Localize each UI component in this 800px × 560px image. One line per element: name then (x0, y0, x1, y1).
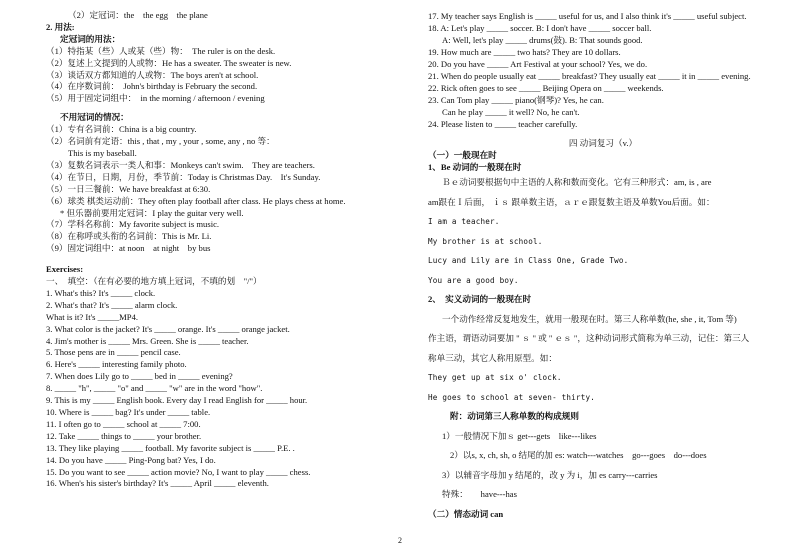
right-line: （一）一般现在时 (428, 150, 497, 160)
right-line: Can he play _____ it well? No, he can't. (442, 107, 580, 117)
left-line: 16. When's his sister's birthday? It's _____ April _____ eleventh. (46, 478, 269, 489)
left-line: （5）一日三餐前：We have breakfast at 6:30. (46, 183, 211, 194)
right-line: 22. Rick often goes to see _____ Beijing Opera on _____ weekends. (428, 83, 664, 93)
right-line: They get up at six o' clock. (428, 373, 562, 382)
left-line: （1）专有名词前：China is a big country. (46, 124, 197, 135)
right-line: You are a good boy. (428, 275, 519, 285)
right-line: He goes to school at seven- thirty. (428, 392, 596, 402)
right-line: 24. Please listen to _____ teacher carefully. (428, 119, 578, 129)
right-line: 附：动词第三人称单数的构成规则 (450, 411, 579, 421)
right-line: 3）以辅音字母加 y 结尾的，改 y 为 i，加 es carry---carries (442, 469, 658, 480)
left-line: 7. When does Lily go to _____ bed in _____ evening? (46, 371, 233, 382)
left-line: （5）用于固定词组中： in the morning / afternoon / evening (46, 93, 265, 104)
left-line: 不用冠词的情况： (60, 112, 129, 123)
right-line: Lucy and Lily are in Class One, Grade Two. (428, 256, 629, 265)
right-line: I am a teacher. (428, 217, 500, 226)
right-line: 称单三动，其它人称用原型。如： (428, 352, 557, 363)
right-line: 17. My teacher says English is _____ useful for us, and I also think it's _____ useful subject. (428, 11, 747, 21)
left-line: 5. Those pens are in _____ pencil case. (46, 347, 181, 358)
left-line: 9. This is my _____ English book. Every day I read English for _____ hour. (46, 395, 308, 406)
left-line: 一、 填空：（在有必要的地方填上冠词，不填的划 "/"） (46, 276, 262, 287)
right-line: 一个动作经常反复地发生，就用一般现在时。第三人称单数(he, she , it, Tom 等) (442, 313, 737, 324)
left-line: 定冠词的用法： (60, 33, 121, 44)
right-line: 2、 实义动词的一般现在时 (428, 294, 532, 304)
left-line: （4）在节日，日期，月份，季节前：Today is Christmas Day. It's Sunday. (46, 171, 321, 182)
right-line: 18. A: Let's play _____ soccer. B: I don't have _____ soccer ball. (428, 23, 652, 33)
page-number: 2 (398, 536, 402, 545)
left-line: 2. 用法: (46, 21, 75, 32)
left-line: 6. Here's _____ interesting family photo. (46, 359, 187, 370)
left-column (46, 10, 406, 490)
left-line: （8）在称呼或头衔的名词前：This is Mr. Li. (46, 231, 212, 242)
left-line: 8. _____ "h", _____ "o" and _____ "w" are in the word "how". (46, 383, 263, 394)
right-column (428, 10, 778, 524)
left-line: （4）在序数词前： John's birthday is February the second. (46, 81, 258, 92)
right-line: 21. When do people usually eat _____ breakfast? They usually eat _____ it in _____ evening. (428, 71, 751, 81)
right-line: 23. Can Tom play _____ piano(钢琴)? Yes, he can. (428, 95, 604, 105)
left-line: 10. Where is _____ bag? It's under _____ table. (46, 407, 211, 417)
left-line: Exercises: (46, 264, 84, 275)
left-line: （3）复数名词表示一类人和事：Monkeys can't swim. They are teachers. (46, 159, 315, 170)
left-line: （2）名词前有定语：this , that , my , your , some, any , no 等： (46, 136, 275, 147)
left-line: What is it? It's _____MP4. (46, 311, 139, 322)
left-line: （2）复述上文提到的人或物：He has a sweater. The sweater is new. (46, 57, 292, 68)
left-line: （7）学科名称前：My favorite subject is music. (46, 219, 220, 230)
left-line: （1）特指某（些）人或某（些）物： The ruler is on the desk. (46, 45, 276, 56)
right-line: 四 动词复习（v.） (568, 138, 638, 148)
left-line: 4. Jim's mother is _____ Mrs. Green. She is _____ teacher. (46, 335, 249, 346)
right-line: A: Well, let's play _____ drums(鼓). B: That sounds good. (442, 35, 643, 45)
left-line: 1. What's this? It's _____ clock. (46, 287, 156, 298)
left-line: （3）谈话双方都知道的人或物：The boys aren't at school. (46, 69, 259, 80)
right-line: 特殊： have---has (442, 489, 517, 499)
right-line: 19. How much are _____ two hats? They are 10 dollars. (428, 47, 621, 57)
right-line: 2）以s, x, ch, sh, o 结尾的加 es: watch---watches go---goes do---does (450, 450, 707, 460)
right-line: 1）一般情况下加ｓ get---gets like---likes (442, 430, 597, 441)
left-line (46, 255, 406, 264)
right-line: 1、Be 动词的一般现在时 (428, 162, 522, 172)
left-line: （9）固定词组中：at noon at night by bus (46, 243, 211, 254)
right-line: My brother is at school. (428, 236, 543, 246)
left-line: 2. What's that? It's _____ alarm clock. (46, 299, 178, 310)
left-line: 11. I often go to _____ school at _____ 7:00. (46, 418, 201, 429)
right-line: 作主语，谓语动词要加 " ｓ " 或 " ｅｓ "，这种动词形式简称为单三动，记住：第三人 (428, 333, 750, 343)
left-line: 15. Do you want to see _____ action movie? No, I want to play _____ chess. (46, 466, 311, 477)
left-line: 12. Take _____ things to _____ your brother. (46, 430, 202, 441)
left-line: 14. Do you have _____ Ping-Pong bat? Yes, I do. (46, 454, 216, 465)
left-line: This is my baseball. (68, 147, 137, 158)
right-line: am跟在Ｉ后面， ｉｓ 跟单数主语，ａｒｅ跟复数主语及单数You后面。如： (428, 196, 715, 207)
left-line: 3. What color is the jacket? It's _____ orange. It's _____ orange jacket. (46, 323, 290, 334)
left-line: 13. They like playing _____ football. My favorite subject is _____ P.E. . (46, 442, 295, 453)
right-line: 20. Do you have _____ Art Festival at your school? Yes, we do. (428, 59, 648, 69)
right-line: （二）情态动词 can (428, 508, 504, 519)
right-line (428, 130, 778, 137)
left-line: * 但乐器前要用定冠词：I play the guitar very well. (60, 207, 244, 218)
right-line: Ｂｅ动词要根据句中主语的人称和数而变化。它有三种形式：am, is , are (442, 177, 712, 187)
left-line: （6）球类 棋类运动前：They often play football after class. He plays chess at home. (46, 195, 346, 206)
left-line: （2）定冠词：the the egg the plane (68, 10, 208, 20)
